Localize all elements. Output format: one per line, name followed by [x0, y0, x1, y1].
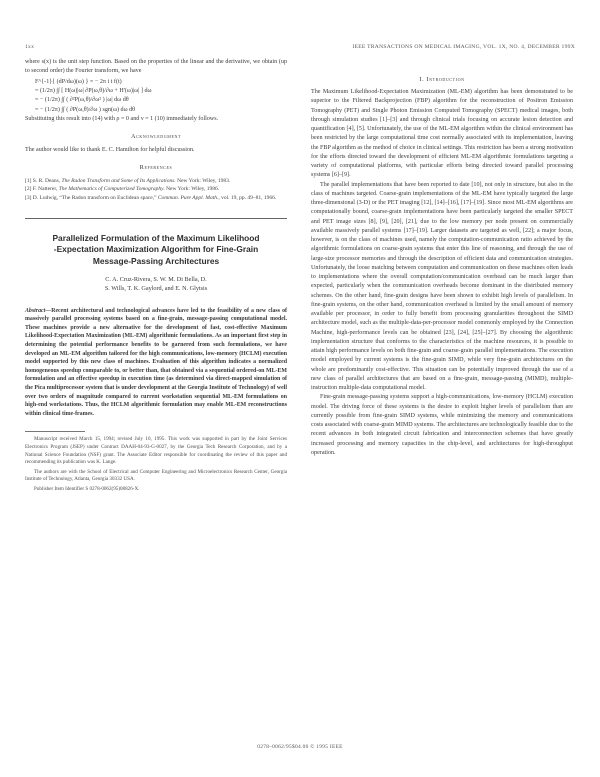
- abstract: [25, 307, 287, 419]
- article-title: [25, 233, 287, 267]
- authors-line: S. Wills, T. K. Gaylord, and E. N. Glytsis: [104, 285, 208, 293]
- page-number: 1xx: [25, 44, 35, 50]
- introduction-paragraph: Fine-grain message-passing systems support a high-communications, low-memory (HCLM) execution model. The driving force of these systems is the desire to exploit higher levels of parallelism than are currently possible from fine-grain SIMD systems, while minimizing the memory and communications costs associated with coarse-grain MIMD systems. The architectures are technologically feasible due to the recent advances in both integrated circuit fabrication and interconnection schemes that have greatly increased processing and memory capacities in the chip-level, and architectures for high-throughput operation.: [311, 394, 573, 456]
- equation-line: = − (1/2π) ∫∫ ( ∂²P(ω,θ)/∂ω² ) |ω| dω dθ: [35, 97, 129, 104]
- authors-line: C. A. Cruz-Rivera, S. W. M. Di Bella, D.: [105, 275, 207, 283]
- publisher-id-footnote: Publisher Item Identifier S 0278-0062(95)08826-X.: [34, 485, 140, 492]
- appendix-conclusion-text: Substituting this result into (14) with ρ = 0 and ν = 1 (10) immediately follows.: [25, 116, 219, 123]
- appendix-equation: [35, 78, 287, 116]
- abstract-lead: Abstract—: [25, 307, 52, 314]
- copyright-footer: 0278–0062/95$04.00 © 1995 IEEE: [257, 744, 343, 750]
- abstract-text: Recent architectural and technological advances have led to the feasibility of a new class of massively parallel processing systems based on a fine-grain, message-passing computational model. These machines provide a new alternative for the development of fast, cost-effective Maximum Likelihood-Expectation Maximization (ML-EM) algorithmic formulations. As an important first step in determining the potential performance benefits to be garnered from such formulations, we have developed an ML-EM algorithm tailored for the high communications, low-memory (HCLM) execution model supported by this new class of machines. Evaluation of this algorithm indicates a normalized homogeneous speedup comparable to, or better than, that obtained via a sequential ordered-on ML-EM formulation and an effective speedup in execution time (as determined via direct-mapped simulation of the Pica multiprocessor system that is under development at the Georgia Institute of Technology) of well over two orders of magnitude compared to current workstation sequential ML-EM formulations on high-end workstations. Thus, the HCLM algorithmic formulation may enable ML-EM reconstructions within clinical time-frames.: [25, 307, 287, 417]
- footnote-divider: [25, 431, 85, 432]
- acknowledgment-text: The author would like to thank E. C. Hamilton for helpful discussion.: [25, 147, 195, 154]
- affiliation-footnote: The authors are with the School of Electrical and Computer Engineering and Microelectronics Research Center, Georgia Institute of Technology, Atlanta, Georgia 30332 USA.: [25, 468, 287, 483]
- running-head: [25, 44, 575, 54]
- title-line: Parallelized Formulation of the Maximum Likelihood: [52, 233, 260, 244]
- article-divider: [25, 218, 287, 219]
- introduction-paragraph: The parallel implementations that have been reported to date [10], not only in structure, but also in the class of machines targeted. Coarse-grain implementations of the ML-EM have typically targeted the large three-dimensional (3-D) or the PET imaging [12], [14]–[16], [17]–[19]. Since most ML-EM algorithms are computationally bound, coarse-grain implementations have been particularly targeted the smaller SPECT and PET image sizes [8], [9], [20], [21], due to the low memory per node present on commercially available massively parallel systems [17]–[19]. Larger datasets are targeted as well, [22]; a major focus, however, is on the class of machines used, namely the computation-communication ratio achieved by the algorithmic formulations on coarse-grain systems that enter this line of reasoning, and through the use of large-size processor memories and through the description of efficient data and communication strategies. Unfortunately, the loose matching between computation and communication on these machines often leads to implementations where the overall computation/communication overhead can be much larger than expected, particularly when the communication overheads become dominant in the distributed memory schemes. On the other hand, fine-grain designs have been shown to exhibit high levels of parallelism. In fine-grain systems, on the other hand, communication overhead is limited by the small amount of memory available per processor, in order to fully benefit from processing granularities throughout the SIMD architecture model, such as the multiple-data-per-processor model commonly employed by the Connection Machine, high-performance levels can be obtained [23], [24], [25]–[27]. By choosing the algorithmic implementation structure that conforms to the characteristics of the machine resources, it is possible to attain high performance levels on both fine-grain and coarse-grain parallel implementations. The execution model employed by current systems is the fine-grain SIMD, while very fine-grain architectures on the whole are predominantly cost-effective. This situation can be potentially improved through the use of a new class of parallel architectures that are based on a fine-grain, message-passing (MIMD), multiple-instruction multiple-data computational model.: [311, 181, 573, 391]
- right-column: [311, 58, 573, 458]
- title-line: -Expectation Maximization Algorithm for Fine-Grain: [53, 244, 259, 255]
- appendix-intro-text: where s(x) is the unit step function. Based on the properties of the linear and the derivative, we obtain (up to second order) the Fourier transform, we have: [25, 59, 287, 75]
- manuscript-footnote: Manuscript received March 15, 1994; revised July 10, 1995. This work was supported in part by the Joint Services Electronics Program (JSEP) under Contract DAAH-04-93-G-0027, by the Georgia Tech Research Corporation, and by a National Science Foundation (NSF) grant. The Associate Editor responsible for coordinating the review of this paper and recommending its publication was K. Lange.: [25, 436, 287, 466]
- acknowledgment-heading: Acknowledgment: [130, 133, 182, 141]
- reference-item: [3] D. Ludwig, “The Radon transform on Euclidean space,” Commun. Pure Appl. Math., vol. 19, pp. 49–81, 1966.: [25, 195, 277, 202]
- author-list: [25, 275, 287, 294]
- left-column: [25, 58, 287, 496]
- equation-line: = − (1/2π) ∫∫ ( ∂P(ω,θ)/∂ω ) sgn(ω) dω dθ: [35, 106, 136, 113]
- equation-line: = (1/2π) ∫∫ [ H(ω)|ω| ∂P(ω,θ)/∂ω + H'(ω)|ω| ] dω: [35, 87, 152, 94]
- reference-list: [25, 177, 287, 203]
- reference-item: [1] S. R. Deans, The Radon Transform and Some of Its Applications. New York: Wiley, 1983.: [25, 177, 231, 184]
- equation-line: F^{-1}{ (dP/dω)(ω) } = − 2π i t f(t): [35, 78, 122, 85]
- reference-item: [2] F. Natterer, The Mathematics of Computerized Tomography. New York: Wiley, 1986.: [25, 186, 220, 193]
- introduction-paragraph: The Maximum Likelihood-Expectation Maximization (ML-EM) algorithm has been demonstrated to be superior to the Filtered Backprojection (FBP) algorithm for the reconstruction of Positron Emission Tomography (PET) and Single Photon Emission Computed Tomography (SPECT) medical images, both through simulation studies [1]–[3] and through clinical trials focusing on accurate lesion detection and quantification [4], [5]. Unfortunately, the use of the ML-EM algorithm within the clinical environment has been restricted by the large computational time cost normally associated with its implementation, leaving the FBP algorithm as the method of choice in clinical settings. This restriction has been a strong motivation for the efforts directed toward the development of efficient ML-EM algorithmic formulations targeting a variety of computational platforms, with particular efforts being directed toward parallel processing systems [6]–[9].: [311, 89, 573, 179]
- title-line: Message-Passing Architectures: [92, 255, 220, 266]
- introduction-heading: I. Introduction: [419, 76, 465, 83]
- references-heading: References: [139, 163, 173, 171]
- journal-citation: IEEE TRANSACTIONS ON MEDICAL IMAGING, VOL. 1X, NO. 4, DECEMBER 199X: [352, 44, 575, 50]
